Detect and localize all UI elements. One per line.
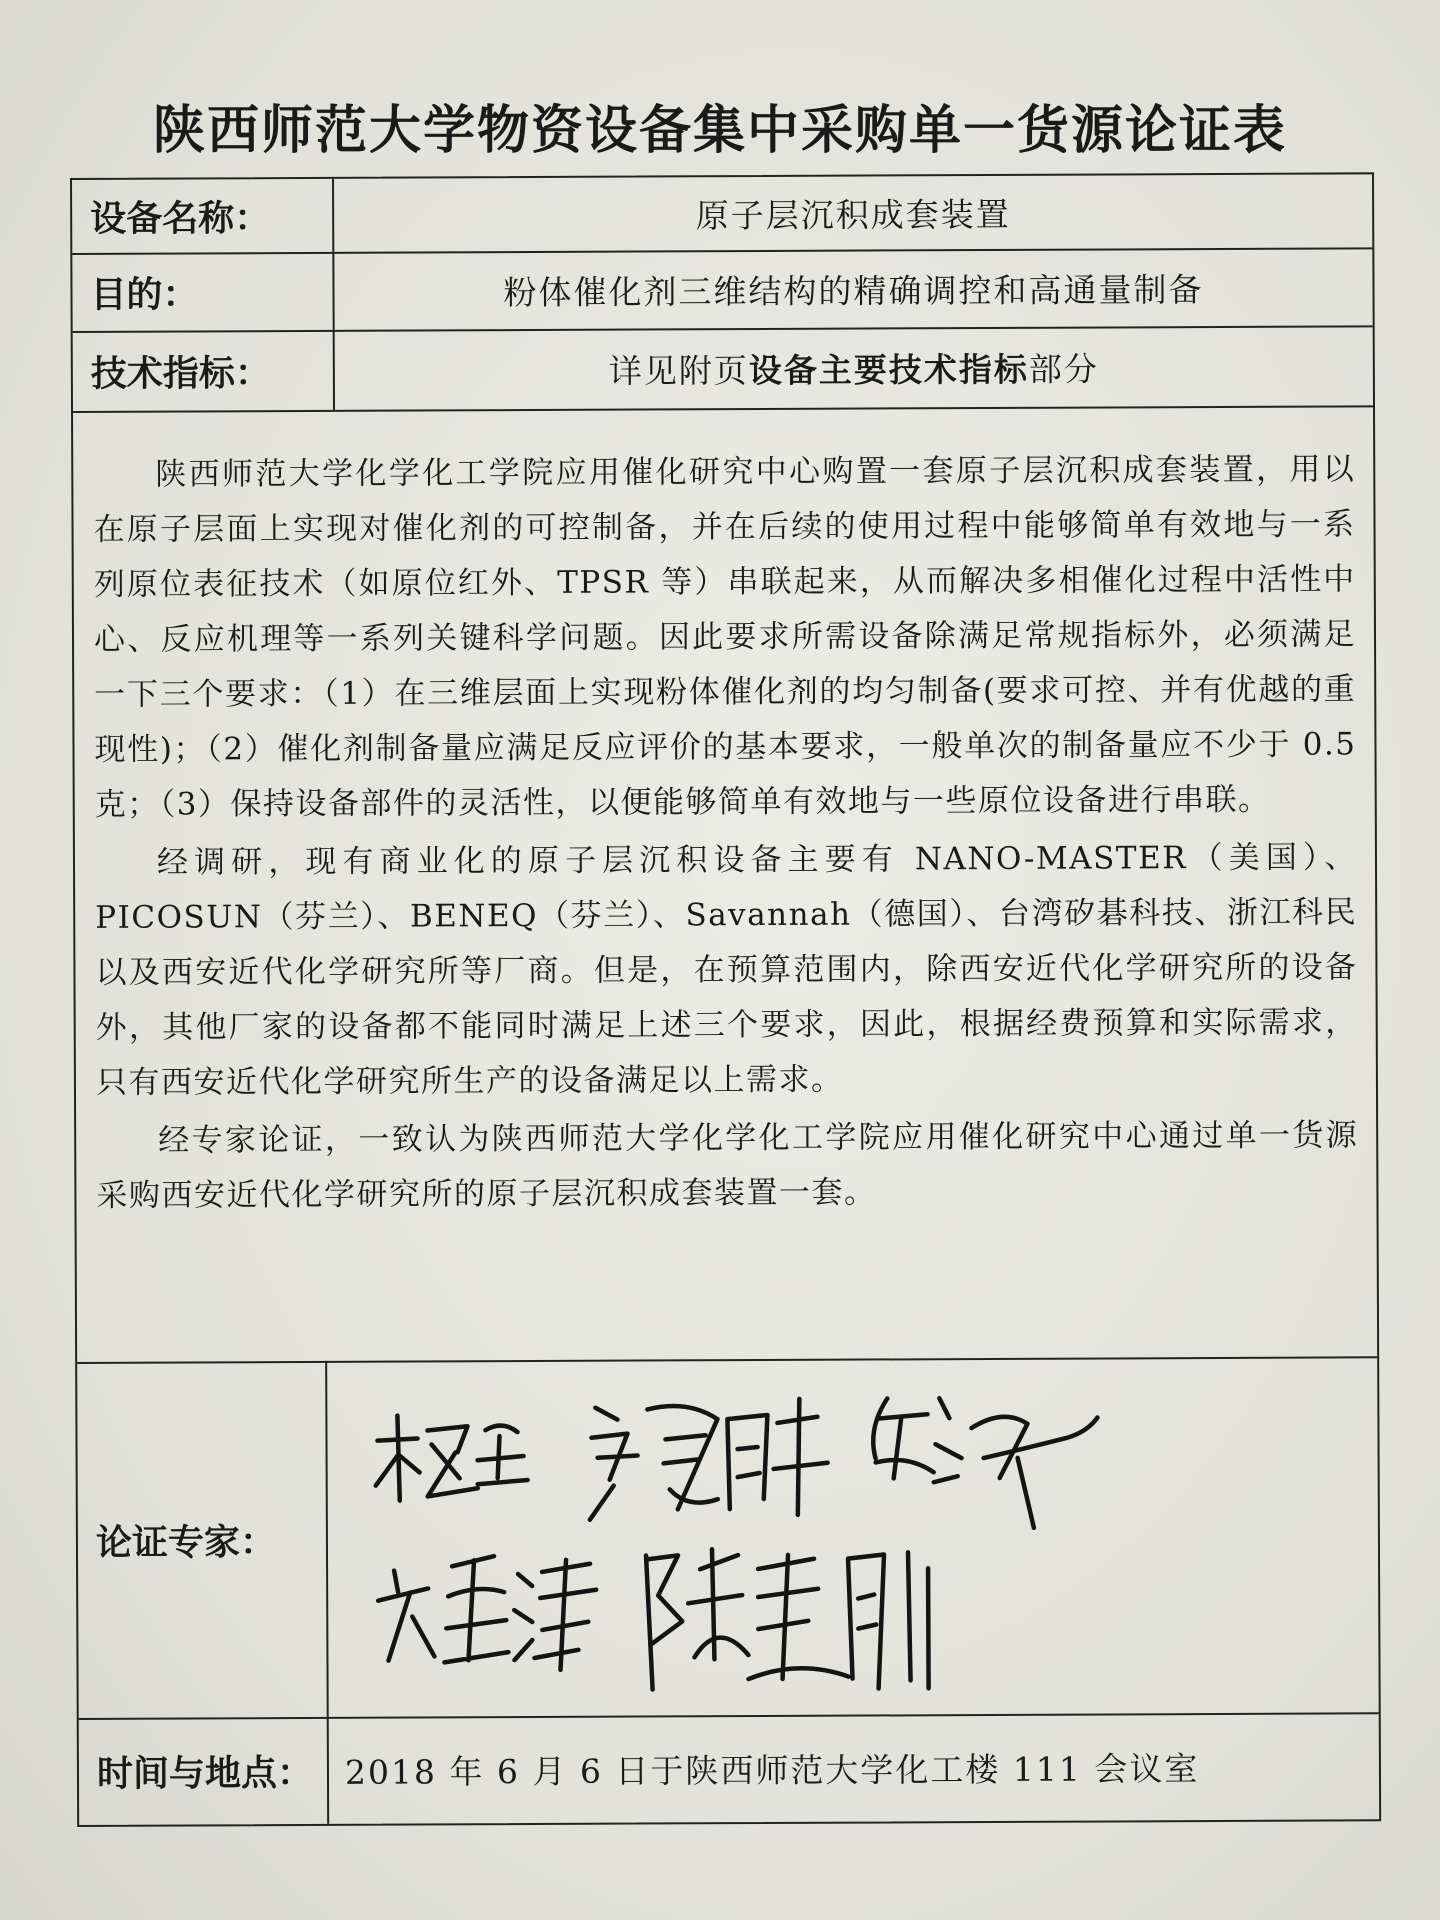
row-technical-spec bbox=[73, 325, 1373, 413]
signature-expert-3 bbox=[873, 1398, 1098, 1529]
handwritten-signatures bbox=[327, 1356, 1379, 1717]
signature-expert-5 bbox=[646, 1548, 929, 1689]
time-place-value: 2018 年 6 月 6 日于陕西师范大学化工楼 111 会议室 bbox=[344, 1749, 1200, 1792]
device-name-label: 设备名称： bbox=[72, 179, 334, 253]
signature-expert-2 bbox=[589, 1399, 828, 1520]
justification-paragraph-1: 陕西师范大学化学化工学院应用催化研究中心购置一套原子层沉积成套装置，用以在原子层面上实现对催化剂的可控制备，并在后续的使用过程中能够简单有效地与一系列原位表征技术（如原位红外、TPSR 等）串联起来，从而解决多相催化过程中活性中心、反应机理等一系列关键科学问题。因此要求所需设备除满足常规指标外，必须满足一下三个要求：（1）在三维层面上实现粉体催化剂的均匀制备(要求可控、并有优越的重现性)；（2）催化剂制备量应满足反应评价的基本要求，一般单次的制备量应不少于 0.5 克；（3）保持设备部件的灵活性，以便能够简单有效地与一些原位设备进行串联。 bbox=[93, 451, 1357, 823]
signature-expert-4 bbox=[378, 1556, 596, 1671]
spec-value-prefix: 详见附页 bbox=[608, 350, 749, 391]
expert-signatures bbox=[327, 1356, 1379, 1717]
justification-paragraph-3: 经专家论证，一致认为陕西师范大学化学化工学院应用催化研究中心通过单一货源采购西安近代化学研究所的原子层沉积成套装置一套。 bbox=[96, 1117, 1359, 1214]
row-purpose bbox=[72, 247, 1372, 333]
justification-paragraph-2: 经调研，现有商业化的原子层沉积设备主要有 NANO-MASTER（美国）、PICOSUN（芬兰）、BENEQ（芬兰）、Savannah（德国）、台湾矽碁科技、浙江科民以及西安近代化学研究所等厂商。但是，在预算范围内，除西安近代化学研究所的设备外，其他厂家的设备都不能同时满足上述三个要求，因此，根据经费预算和实际需求，只有西安近代化学研究所生产的设备满足以上需求。 bbox=[95, 839, 1358, 1101]
row-device-name bbox=[72, 174, 1372, 255]
device-name-value: 原子层沉积成套装置 bbox=[695, 194, 1011, 236]
form-table bbox=[70, 172, 1381, 1827]
row-time-place bbox=[79, 1712, 1379, 1825]
purpose-label: 目的： bbox=[72, 252, 334, 331]
row-experts bbox=[77, 1356, 1379, 1720]
technical-spec-label: 技术指标： bbox=[73, 330, 335, 411]
spec-value-bold: 设备主要技术指标 bbox=[748, 349, 1029, 390]
purpose-value: 粉体催化剂三维结构的精确调控和高通量制备 bbox=[503, 269, 1204, 312]
technical-spec-value bbox=[335, 325, 1373, 410]
form-title: 陕西师范大学物资设备集中采购单一货源论证表 bbox=[152, 101, 1287, 161]
spec-value-suffix: 部分 bbox=[1028, 349, 1099, 389]
experts-label: 论证专家： bbox=[77, 1361, 329, 1718]
signature-expert-1 bbox=[375, 1415, 527, 1501]
time-place-label: 时间与地点： bbox=[79, 1717, 329, 1825]
justification-text bbox=[93, 442, 1358, 1226]
